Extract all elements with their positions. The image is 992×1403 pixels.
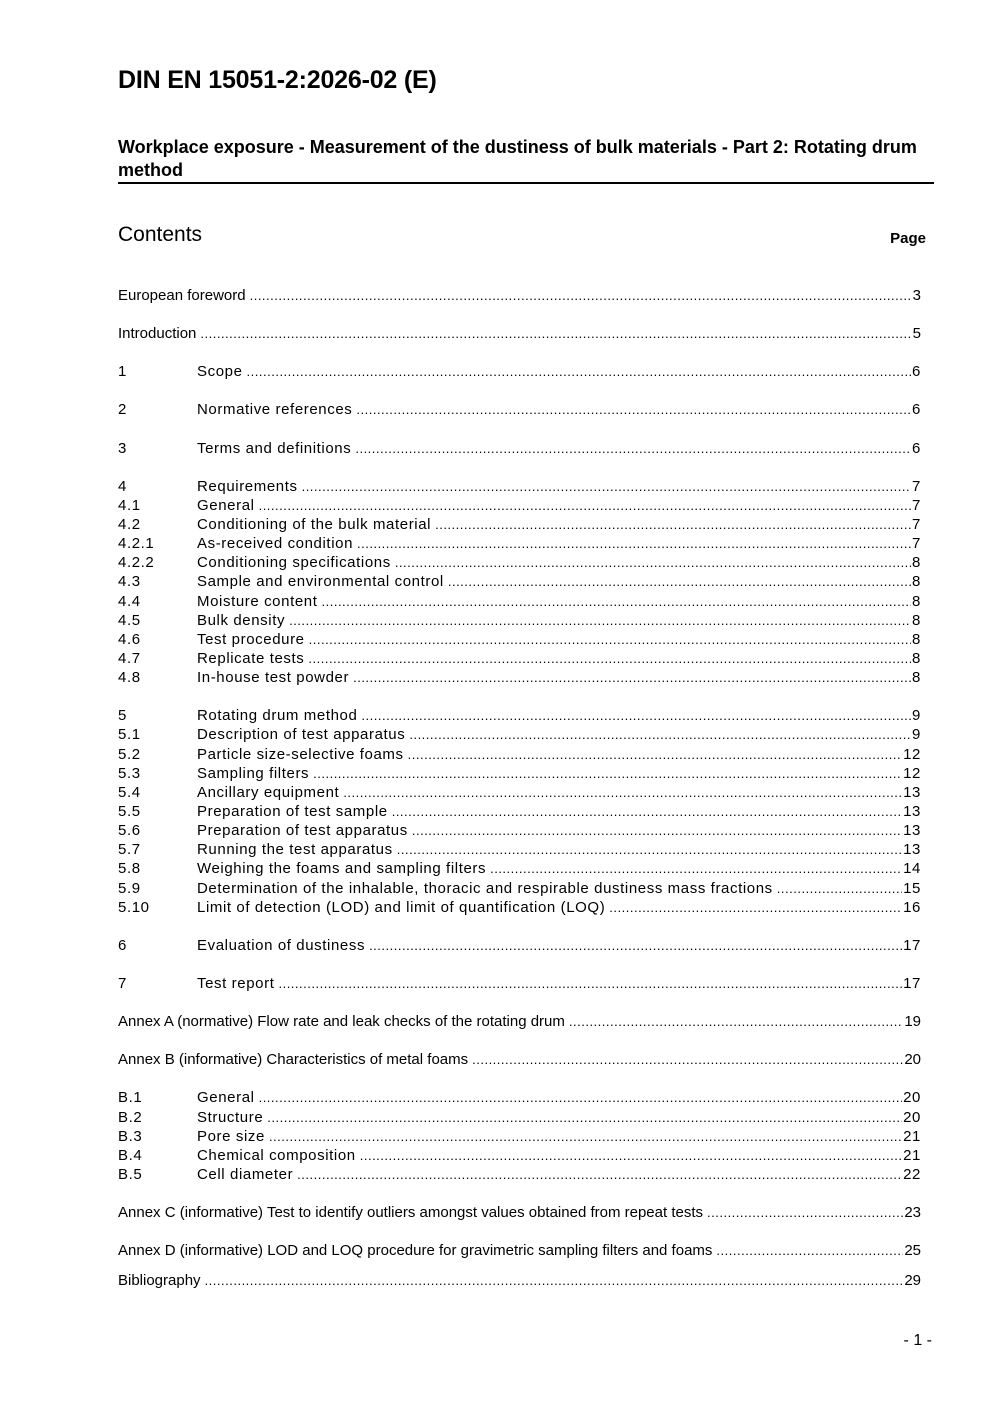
toc-entry-number: 5.6 (118, 822, 141, 840)
toc-entry-page: 5 (912, 325, 921, 343)
document-title: Workplace exposure - Measurement of the dustiness of bulk materials - Part 2: Rotating drum method (118, 137, 917, 180)
toc-entry-b-4[interactable] (118, 1147, 921, 1166)
toc-entry-page: 8 (912, 573, 921, 591)
toc-entry-page: 8 (912, 611, 921, 629)
toc-entry-page: 23 (904, 1204, 921, 1222)
toc-entry-page: 29 (904, 1272, 921, 1290)
standard-designation: DIN EN 15051-2:2026-02 (E) (118, 66, 437, 94)
toc-entry-number: B.4 (118, 1146, 143, 1164)
toc-entry-number: B.1 (118, 1089, 143, 1107)
toc-entry-title: Moisture content (197, 592, 318, 610)
toc-entry-4-2-1[interactable] (118, 535, 921, 554)
contents-heading: Contents (118, 223, 203, 246)
toc-entry-page: 17 (903, 974, 921, 992)
toc-entry-title: Terms and definitions (197, 439, 352, 457)
toc-entry-4-4[interactable] (118, 593, 921, 612)
toc-entry-title: Bibliography (118, 1272, 201, 1290)
toc-entry-title: European foreword (118, 287, 246, 304)
toc-entry-introduction[interactable] (118, 325, 921, 344)
toc-entry-title: Ancillary equipment (197, 783, 340, 801)
table-of-contents (118, 287, 921, 1291)
toc-entry-number: 5 (118, 707, 127, 725)
toc-entry-title: Pore size (197, 1127, 265, 1145)
toc-entry-4-2[interactable] (118, 516, 921, 535)
toc-entry-page: 20 (903, 1108, 921, 1126)
toc-entry-page: 7 (912, 535, 921, 553)
toc-entry-number: 4 (118, 477, 127, 495)
toc-entry-page: 13 (903, 802, 921, 820)
toc-entry-5-2[interactable] (118, 746, 921, 765)
toc-entry-title: Sampling filters (197, 764, 310, 782)
toc-entry-b-2[interactable] (118, 1109, 921, 1128)
toc-entry-title: Particle size-selective foams (197, 745, 404, 763)
toc-entry-4[interactable] (118, 478, 921, 497)
toc-entry-number: 5.9 (118, 879, 141, 897)
toc-entry-title: Running the test apparatus (197, 841, 393, 859)
toc-entry-number: 4.2 (118, 515, 141, 533)
toc-entry-b-5[interactable] (118, 1166, 921, 1185)
toc-entry-page: 20 (903, 1089, 921, 1107)
toc-entry-european-foreword[interactable] (118, 287, 921, 306)
toc-entry-title: Preparation of test apparatus (197, 822, 408, 840)
toc-entry-2[interactable] (118, 401, 921, 420)
toc-entry-page: 9 (912, 726, 921, 744)
toc-entry-number: 5.5 (118, 802, 141, 820)
toc-entry-title: Annex B (informative) Characteristics of metal foams (118, 1051, 469, 1069)
toc-entry-title: Preparation of test sample (197, 802, 388, 820)
toc-entry-title: In-house test powder (197, 669, 350, 687)
toc-entry-page: 6 (912, 363, 921, 381)
toc-entry-page: 12 (903, 764, 921, 782)
toc-entry-number: 7 (118, 974, 127, 992)
toc-entry-4-5[interactable] (118, 612, 921, 631)
toc-entry-4-2-2[interactable] (118, 554, 921, 573)
toc-entry-title: Description of test apparatus (197, 726, 406, 744)
toc-entry-title: Conditioning specifications (197, 554, 391, 572)
toc-entry-1[interactable] (118, 363, 921, 382)
toc-entry-page: 15 (903, 879, 921, 897)
toc-entry-number: 5.3 (118, 764, 141, 782)
toc-entry-page: 9 (912, 707, 921, 725)
toc-entry-title: Cell diameter (197, 1165, 294, 1183)
toc-entry-page: 21 (903, 1146, 921, 1164)
toc-entry-page: 7 (912, 477, 921, 495)
toc-entry-annex-a[interactable] (118, 1013, 921, 1032)
toc-entry-page: 7 (912, 515, 921, 533)
toc-entry-title: Rotating drum method (197, 707, 358, 725)
toc-entry-4-8[interactable] (118, 669, 921, 688)
toc-entry-title: Bulk density (197, 611, 286, 629)
toc-entry-page: 13 (903, 841, 921, 859)
toc-entry-number: 4.8 (118, 669, 141, 687)
title-divider (118, 182, 934, 184)
toc-entry-title: Replicate tests (197, 649, 305, 667)
toc-entry-5-3[interactable] (118, 765, 921, 784)
toc-entry-number: 4.2.1 (118, 535, 155, 553)
toc-entry-number: 6 (118, 936, 127, 954)
toc-entry-5-9[interactable] (118, 880, 921, 899)
toc-entry-page: 17 (903, 936, 921, 954)
toc-entry-4-7[interactable] (118, 650, 921, 669)
toc-entry-4-3[interactable] (118, 573, 921, 592)
toc-entry-5[interactable] (118, 707, 921, 726)
toc-entry-title: Chemical composition (197, 1146, 356, 1164)
toc-entry-title: Evaluation of dustiness (197, 936, 366, 954)
toc-entry-title: Annex A (normative) Flow rate and leak checks of the rotating drum (118, 1013, 565, 1031)
toc-entry-page: 20 (904, 1051, 921, 1069)
toc-entry-title: Determination of the inhalable, thoracic and respirable dustiness mass fractions (197, 879, 773, 897)
toc-entry-page: 22 (903, 1165, 921, 1183)
toc-entry-4-1[interactable] (118, 497, 921, 516)
toc-entry-6[interactable] (118, 937, 921, 956)
toc-entry-number: 4.3 (118, 573, 141, 591)
toc-entry-title: Conditioning of the bulk material (197, 515, 432, 533)
toc-entry-number: 5.1 (118, 726, 141, 744)
toc-entry-title: Structure (197, 1108, 264, 1126)
toc-entry-page: 6 (912, 439, 921, 457)
toc-entry-number: 5.4 (118, 783, 141, 801)
toc-entry-5-1[interactable] (118, 726, 921, 745)
toc-entry-page: 8 (912, 592, 921, 610)
toc-entry-3[interactable] (118, 440, 921, 459)
toc-entry-number: 5.10 (118, 898, 150, 916)
toc-entry-number: B.5 (118, 1165, 143, 1183)
toc-entry-annex-b[interactable] (118, 1051, 921, 1070)
toc-entry-title: Annex C (informative) Test to identify outliers amongst values obtained from repeat tests (118, 1204, 704, 1222)
toc-entry-number: 1 (118, 363, 127, 381)
toc-entry-title: Normative references (197, 401, 353, 419)
page-number: - 1 - (903, 1332, 932, 1349)
toc-entry-page: 8 (912, 649, 921, 667)
toc-entry-number: 4.4 (118, 592, 141, 610)
toc-entry-title: Annex D (informative) LOD and LOQ procedure for gravimetric sampling filters and foams (118, 1242, 713, 1260)
toc-entry-5-7[interactable] (118, 841, 921, 860)
toc-entry-title: Test report (197, 974, 275, 992)
toc-entry-title: Limit of detection (LOD) and limit of quantification (LOQ) (197, 898, 606, 916)
toc-entry-number: 4.2.2 (118, 554, 155, 572)
toc-entry-7[interactable] (118, 975, 921, 994)
toc-entry-number: 2 (118, 401, 127, 419)
toc-entry-page: 25 (904, 1242, 921, 1260)
toc-entry-number: 4.1 (118, 496, 141, 514)
toc-entry-bibliography[interactable] (118, 1272, 921, 1291)
toc-entry-annex-d[interactable] (118, 1242, 921, 1261)
toc-entry-number: B.2 (118, 1108, 143, 1126)
toc-entry-5-10[interactable] (118, 899, 921, 918)
toc-entry-title: Test procedure (197, 630, 305, 648)
toc-entry-annex-c[interactable] (118, 1204, 921, 1223)
toc-entry-number: 5.7 (118, 841, 141, 859)
toc-entry-page: 8 (912, 669, 921, 687)
toc-entry-page: 13 (903, 822, 921, 840)
toc-entry-page: 19 (904, 1013, 921, 1031)
toc-entry-5-6[interactable] (118, 822, 921, 841)
toc-entry-title: Sample and environmental control (197, 573, 444, 591)
toc-entry-page: 8 (912, 630, 921, 648)
toc-entry-title: General (197, 496, 255, 514)
toc-entry-page: 16 (903, 898, 921, 916)
toc-entry-page: 12 (903, 745, 921, 763)
toc-entry-b-1[interactable] (118, 1089, 921, 1108)
toc-entry-number: 4.7 (118, 649, 141, 667)
toc-entry-page: 7 (912, 496, 921, 514)
toc-entry-title: As-received condition (197, 535, 354, 553)
toc-entry-4-6[interactable] (118, 631, 921, 650)
toc-entry-b-3[interactable] (118, 1128, 921, 1147)
toc-entry-page: 14 (903, 860, 921, 878)
toc-entry-number: 5.2 (118, 745, 141, 763)
toc-entry-page: 21 (903, 1127, 921, 1145)
toc-entry-number: 4.6 (118, 630, 141, 648)
toc-entry-5-8[interactable] (118, 860, 921, 879)
toc-entry-page: 13 (903, 783, 921, 801)
toc-entry-number: 4.5 (118, 611, 141, 629)
page-column-label: Page (890, 230, 926, 247)
toc-entry-page: 8 (912, 554, 921, 572)
toc-entry-number: 5.8 (118, 860, 141, 878)
toc-entry-title: Scope (197, 363, 243, 381)
toc-entry-title: Introduction (118, 325, 197, 343)
toc-entry-5-5[interactable] (118, 803, 921, 822)
toc-entry-page: 6 (912, 401, 921, 419)
toc-entry-title: Requirements (197, 477, 298, 495)
toc-entry-title: Weighing the foams and sampling filters (197, 860, 487, 878)
toc-entry-5-4[interactable] (118, 784, 921, 803)
toc-entry-number: B.3 (118, 1127, 143, 1145)
toc-entry-page: 3 (912, 287, 921, 304)
toc-entry-title: General (197, 1089, 255, 1107)
toc-entry-number: 3 (118, 439, 127, 457)
